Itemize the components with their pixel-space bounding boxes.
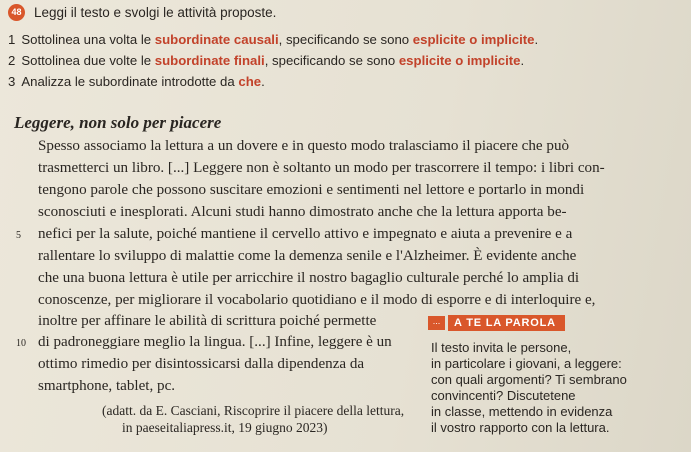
task-number: 2: [8, 53, 16, 68]
source-citation: (adatt. da E. Casciani, Riscoprire il piacere della lettura,: [102, 403, 405, 418]
task-text: , specificando se sono: [278, 32, 413, 47]
dots-icon: ...: [428, 316, 445, 330]
task-number: 3: [8, 74, 16, 89]
task-text: Sottolinea una volta le: [21, 32, 155, 47]
article-line: trasmetterci un libro. [...] Leggere non è soltanto un modo per trascorrere il tempo: i libri con-: [38, 160, 605, 176]
exercise-instruction: Leggi il testo e svolgi le attività proposte.: [34, 5, 277, 20]
article-line: smartphone, tablet, pc.: [38, 378, 176, 394]
article-line: Spesso associamo la lettura a un dovere e in questo modo tralasciamo il piacere che può: [38, 138, 570, 154]
line-number-5: 5: [16, 230, 21, 241]
sidebox-line: il vostro rapporto con la lettura.: [431, 420, 610, 435]
task-number: 1: [8, 32, 16, 47]
task-keyword: esplicite o implicite: [398, 53, 521, 68]
sidebox-line: in classe, mettendo in evidenza: [431, 404, 613, 419]
article-line: conoscenze, per migliorare il vocabolario quotidiano e il modo di esporre e di interloquire e,: [38, 292, 596, 308]
sidebox-header: [428, 315, 565, 331]
sidebox-line: con quali argomenti? Ti sembrano: [431, 372, 627, 387]
task-keyword: che: [238, 74, 262, 89]
task-text: .: [520, 53, 525, 68]
task-2: [8, 53, 524, 68]
sidebox-line: convincenti? Discutetene: [431, 388, 576, 403]
task-3: [8, 74, 265, 89]
task-keyword: subordinate finali: [154, 53, 265, 68]
article-line: inoltre per affinare le abilità di scrittura poiché permette: [38, 313, 377, 329]
article-line: ottimo rimedio per disintossicarsi dalla dipendenza da: [38, 356, 365, 372]
article-title: Leggere, non solo per piacere: [14, 113, 222, 132]
line-number-10: 10: [16, 338, 26, 349]
task-text: , specificando se sono: [264, 53, 399, 68]
task-text: Analizza le subordinate introdotte da: [21, 74, 239, 89]
task-1: [8, 32, 538, 47]
task-keyword: subordinate causali: [154, 32, 279, 47]
source-citation: in paeseitaliapress.it, 19 giugno 2023): [122, 420, 328, 435]
sidebox-line: Il testo invita le persone,: [431, 340, 572, 355]
article-line: rallentare lo sviluppo di malattie come la demenza senile e l'Alzheimer. È evidente anche: [38, 248, 577, 264]
task-text: .: [261, 74, 265, 89]
sidebox-line: in particolare i giovani, a leggere:: [431, 356, 622, 371]
article-line: di padroneggiare meglio la lingua. [...] Infine, leggere è un: [38, 334, 392, 350]
article-line: tengono parole che possono suscitare emozioni e sentimenti nel lettore e portarlo in mondi: [38, 182, 585, 198]
exercise-number-badge: 48: [8, 4, 25, 21]
task-text: Sottolinea due volte le: [21, 53, 155, 68]
article-line: che una buona lettura è utile per arricchire il nostro bagaglio culturale perché lo amplia di: [38, 270, 580, 286]
article-line: sconosciuti e inesplorati. Alcuni studi hanno dimostrato anche che la lettura apporta be-: [38, 204, 567, 220]
task-keyword: esplicite o implicite: [412, 32, 535, 47]
sidebox-label: A TE LA PAROLA: [448, 315, 565, 331]
task-text: .: [534, 32, 539, 47]
article-line: nefici per la salute, poiché mantiene il cervello attivo e impegnato e aiuta a prevenire e a: [38, 226, 573, 242]
